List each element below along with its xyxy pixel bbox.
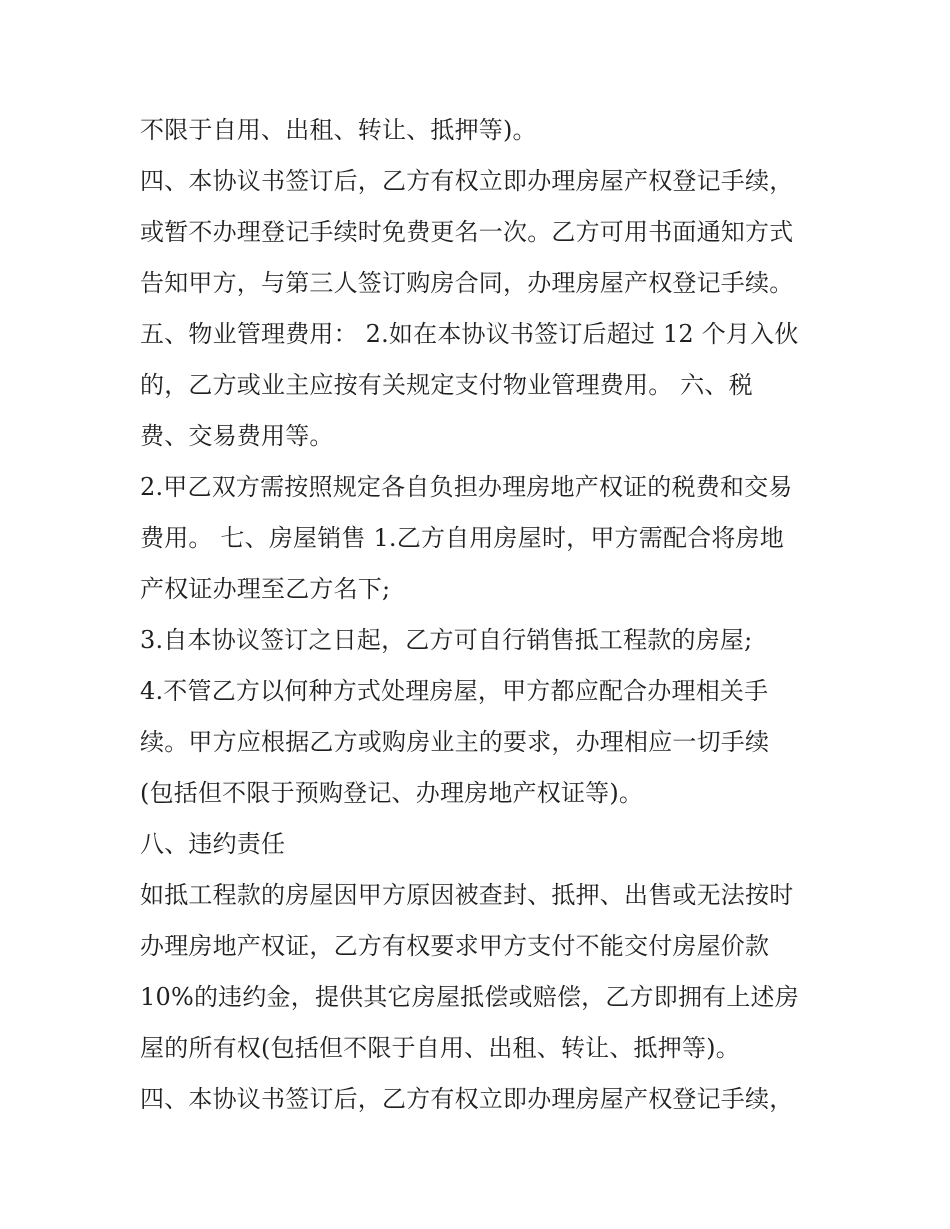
text-line: 费、交易费用等。 <box>140 422 334 450</box>
text-line: 屋的所有权(包括但不限于自用、出租、转让、抵押等)。 <box>140 1034 740 1062</box>
text-line: (包括但不限于预购登记、办理房地产权证等)。 <box>140 779 644 807</box>
document-body <box>140 105 830 1125</box>
text-line: 续。甲方应根据乙方或购房业主的要求，办理相应一切手续 <box>140 728 770 756</box>
text-line: 五、物业管理费用： 2.如在本协议书签订后超过 12 个月入伙 <box>140 320 799 348</box>
text-line: 10%的违约金，提供其它房屋抵偿或赔偿，乙方即拥有上述房 <box>140 983 799 1011</box>
text-line: 不限于自用、出租、转让、抵押等)。 <box>140 116 537 144</box>
text-line: 告知甲方，与第三人签订购房合同，办理房屋产权登记手续。 <box>140 269 794 297</box>
text-line: 4.不管乙方以何种方式处理房屋，甲方都应配合办理相关手 <box>140 677 769 705</box>
text-line: 费用。 七、房屋销售 1.乙方自用房屋时，甲方需配合将房地 <box>140 524 784 552</box>
text-line: 产权证办理至乙方名下; <box>140 575 391 603</box>
text-line: 四、本协议书签订后，乙方有权立即办理房屋产权登记手续， <box>140 1085 794 1113</box>
section-heading: 八、违约责任 <box>140 830 286 858</box>
text-line: 如抵工程款的房屋因甲方原因被查封、抵押、出售或无法按时 <box>140 881 794 909</box>
text-line: 3.自本协议签订之日起，乙方可自行销售抵工程款的房屋; <box>140 626 753 654</box>
text-line: 或暂不办理登记手续时免费更名一次。乙方可用书面通知方式 <box>140 218 794 246</box>
text-line: 2.甲乙双方需按照规定各自负担办理房地产权证的税费和交易 <box>140 473 793 501</box>
text-line: 的，乙方或业主应按有关规定支付物业管理费用。 六、税 <box>140 371 753 399</box>
text-line: 办理房地产权证，乙方有权要求甲方支付不能交付房屋价款 <box>140 932 770 960</box>
text-line: 四、本协议书签订后，乙方有权立即办理房屋产权登记手续， <box>140 167 794 195</box>
